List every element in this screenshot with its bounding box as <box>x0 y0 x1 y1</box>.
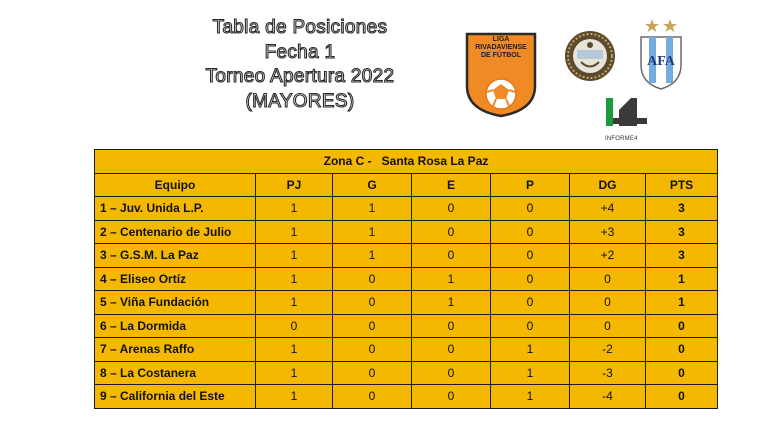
cell-p: 0 <box>491 220 570 244</box>
afa-crest-icon <box>638 17 684 91</box>
table-row <box>95 244 718 268</box>
cell-pj: 1 <box>256 338 333 362</box>
cell-pj: 1 <box>256 361 333 385</box>
cell-p: 1 <box>491 338 570 362</box>
cell-team: 2 – Centenario de Julio <box>95 220 256 244</box>
informe4-logo-icon <box>603 96 651 144</box>
cell-p: 0 <box>491 197 570 221</box>
cell-pj: 1 <box>256 220 333 244</box>
cell-e: 1 <box>412 267 491 291</box>
cell-pts: 1 <box>646 291 718 315</box>
cell-g: 0 <box>333 338 412 362</box>
table-row <box>95 361 718 385</box>
col-header-g: G <box>333 173 412 197</box>
zone-place: Santa Rosa La Paz <box>381 154 489 169</box>
cell-e: 0 <box>412 338 491 362</box>
cell-dg: 0 <box>570 291 646 315</box>
table-row <box>95 220 718 244</box>
cell-pj: 1 <box>256 291 333 315</box>
afa-text: AFA <box>647 54 675 69</box>
cell-e: 0 <box>412 361 491 385</box>
cell-e: 0 <box>412 244 491 268</box>
liga-name-line-1: LIGA <box>492 36 510 43</box>
cell-pj: 1 <box>256 197 333 221</box>
cell-pj: 1 <box>256 267 333 291</box>
cell-dg: 0 <box>570 314 646 338</box>
standings-rows <box>95 197 718 409</box>
col-header-equipo: Equipo <box>95 173 256 197</box>
zone-header-row <box>95 150 718 174</box>
cell-p: 0 <box>491 291 570 315</box>
cell-pts: 0 <box>646 314 718 338</box>
cell-pts: 0 <box>646 338 718 362</box>
cell-pj: 1 <box>256 385 333 409</box>
cell-team: 5 – Viña Fundación <box>95 291 256 315</box>
cell-pts: 3 <box>646 244 718 268</box>
col-header-e: E <box>412 173 491 197</box>
cell-pts: 3 <box>646 220 718 244</box>
col-header-dg: DG <box>570 173 646 197</box>
cell-dg: -4 <box>570 385 646 409</box>
cell-team: 7 – Arenas Raffo <box>95 338 256 362</box>
col-header-p: P <box>491 173 570 197</box>
liga-rivadaviense-shield-icon <box>463 30 539 118</box>
cell-p: 0 <box>491 314 570 338</box>
cell-g: 0 <box>333 385 412 409</box>
zone-label: Zona C - <box>323 154 372 169</box>
cell-dg: +2 <box>570 244 646 268</box>
table-row <box>95 197 718 221</box>
cell-g: 0 <box>333 291 412 315</box>
table-row <box>95 291 718 315</box>
table-row <box>95 338 718 362</box>
cell-pts: 1 <box>646 267 718 291</box>
cell-team: 1 – Juv. Unida L.P. <box>95 197 256 221</box>
cell-e: 0 <box>412 220 491 244</box>
page-title <box>175 16 425 114</box>
cell-g: 1 <box>333 220 412 244</box>
cell-team: 9 – California del Este <box>95 385 256 409</box>
cell-pts: 3 <box>646 197 718 221</box>
cell-g: 0 <box>333 267 412 291</box>
cell-g: 1 <box>333 244 412 268</box>
col-header-pj: PJ <box>256 173 333 197</box>
cell-g: 0 <box>333 314 412 338</box>
liga-name-line-2: RIVADAVIENSE <box>475 44 527 51</box>
liga-name <box>471 36 531 60</box>
cell-pj: 0 <box>256 314 333 338</box>
cell-p: 0 <box>491 244 570 268</box>
cell-g: 1 <box>333 197 412 221</box>
cell-p: 0 <box>491 267 570 291</box>
standings-table <box>94 149 718 409</box>
cell-pts: 0 <box>646 385 718 409</box>
column-header-row <box>95 173 718 197</box>
cell-dg: -2 <box>570 338 646 362</box>
cell-team: 8 – La Costanera <box>95 361 256 385</box>
cell-p: 1 <box>491 385 570 409</box>
table-row <box>95 314 718 338</box>
table-row <box>95 385 718 409</box>
cell-g: 0 <box>333 361 412 385</box>
cell-e: 0 <box>412 314 491 338</box>
cell-team: 3 – G.S.M. La Paz <box>95 244 256 268</box>
cell-pts: 0 <box>646 361 718 385</box>
cell-pj: 1 <box>256 244 333 268</box>
cell-e: 1 <box>412 291 491 315</box>
cell-dg: +3 <box>570 220 646 244</box>
cell-e: 0 <box>412 197 491 221</box>
title-line-1: Tabla de Posiciones <box>212 17 388 38</box>
cell-team: 6 – La Dormida <box>95 314 256 338</box>
federation-crest-icon <box>561 29 619 83</box>
col-header-pts: PTS <box>646 173 718 197</box>
title-line-2: Fecha 1 <box>264 41 336 63</box>
informe4-text: INFORME4 <box>605 136 638 142</box>
cell-dg: 0 <box>570 267 646 291</box>
cell-dg: +4 <box>570 197 646 221</box>
cell-e: 0 <box>412 385 491 409</box>
title-line-3: Torneo Apertura 2022 <box>205 66 395 87</box>
zone-title <box>95 150 718 174</box>
title-line-4: (MAYORES) <box>245 90 355 112</box>
cell-dg: -3 <box>570 361 646 385</box>
liga-name-line-3: DE FÚTBOL <box>480 52 522 59</box>
cell-p: 1 <box>491 361 570 385</box>
cell-team: 4 – Eliseo Ortíz <box>95 267 256 291</box>
table-row <box>95 267 718 291</box>
